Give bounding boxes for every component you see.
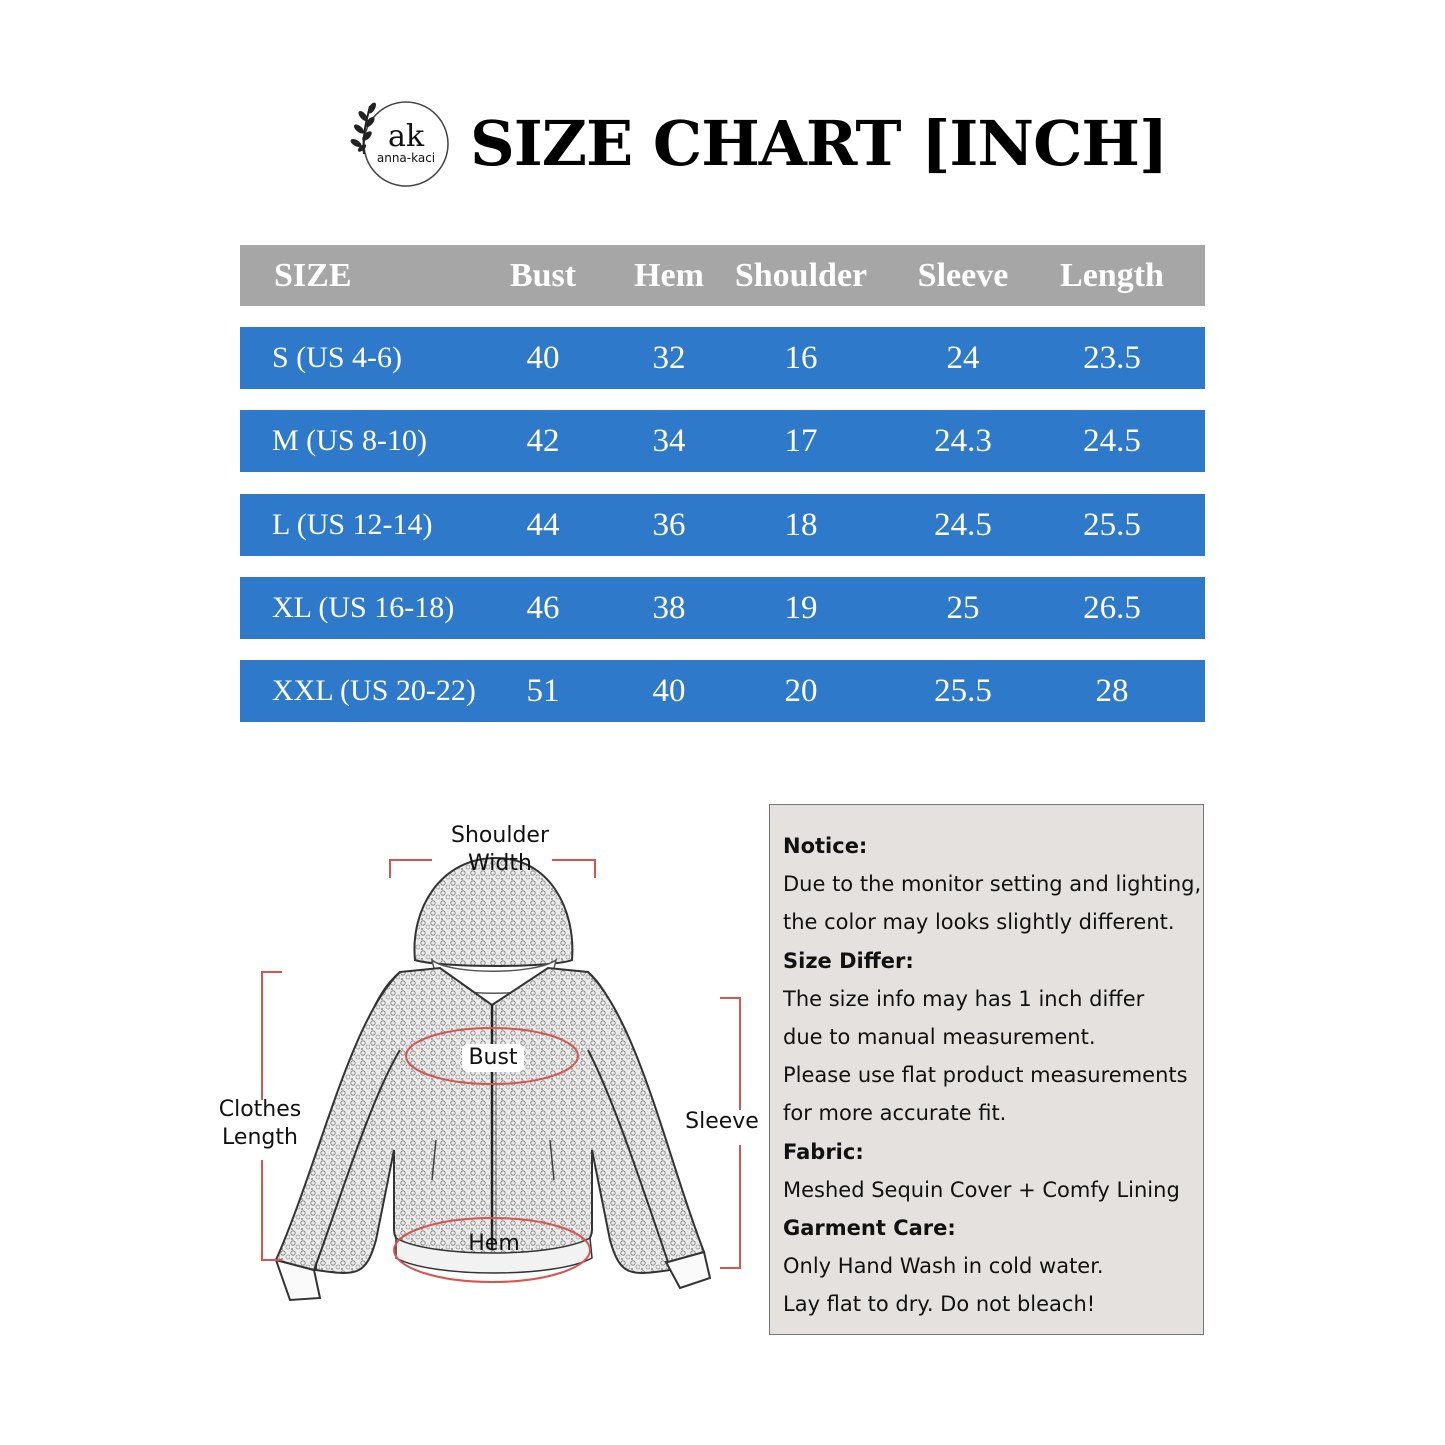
shoulder-width-label: Shoulder Width — [451, 823, 549, 876]
logo-emblem — [348, 98, 450, 190]
bust-cell: 46 — [526, 589, 560, 626]
sleeve-cell: 24 — [946, 339, 980, 376]
shoulder-cell: 16 — [784, 339, 818, 376]
notice-heading: Notice: — [783, 834, 868, 858]
measurement-diagram — [200, 800, 780, 1320]
logo-monogram: ak — [387, 119, 425, 154]
notice-text: the color may looks slightly different. — [783, 910, 1175, 935]
size-differ-text: for more accurate fit. — [783, 1101, 1007, 1126]
logo-wordmark: anna-kaci — [376, 151, 436, 165]
table-header-row — [240, 245, 1205, 306]
column-header-bust: Bust — [509, 256, 577, 294]
fabric-heading: Fabric: — [783, 1139, 864, 1164]
column-header-shoulder: Shoulder — [734, 256, 868, 294]
sleeve-cell: 24.3 — [934, 422, 992, 459]
length-cell: 24.5 — [1083, 422, 1141, 459]
sleeve-label: Sleeve — [685, 1109, 759, 1134]
column-header-size: SIZE — [274, 256, 352, 294]
size-cell: L (US 12-14) — [272, 508, 433, 541]
sleeve-cell: 24.5 — [934, 506, 992, 543]
hem-cell: 38 — [652, 589, 686, 626]
shoulder-cell: 20 — [784, 672, 818, 709]
size-differ-text: due to manual measurement. — [783, 1024, 1096, 1049]
fabric-text: Meshed Sequin Cover + Comfy Lining — [783, 1177, 1180, 1202]
length-cell: 23.5 — [1083, 339, 1141, 376]
hem-cell: 40 — [652, 672, 686, 709]
table-row — [240, 494, 1205, 556]
length-cell: 26.5 — [1083, 589, 1141, 626]
size-cell: XL (US 16-18) — [272, 591, 455, 624]
notice-text: Due to the monitor setting and lighting, — [783, 872, 1202, 897]
bust-cell: 44 — [526, 506, 560, 543]
garment-care-text: Lay flat to dry. Do not bleach! — [783, 1292, 1096, 1317]
shoulder-cell: 18 — [784, 506, 818, 543]
length-cell: 28 — [1095, 672, 1129, 709]
shoulder-cell: 17 — [784, 422, 818, 459]
bust-cell: 42 — [526, 422, 560, 459]
sleeve-cell: 25.5 — [934, 672, 992, 709]
size-cell: XXL (US 20-22) — [272, 674, 476, 707]
brand-logo — [348, 98, 450, 190]
bust-label: Bust — [462, 1044, 524, 1072]
column-header-hem: Hem — [634, 256, 704, 294]
column-header-sleeve: Sleeve — [917, 256, 1009, 294]
table-row — [240, 410, 1205, 472]
table-row — [240, 327, 1205, 389]
garment-care-text: Only Hand Wash in cold water. — [783, 1254, 1104, 1279]
sleeve-cell: 25 — [946, 589, 980, 626]
table-row — [240, 660, 1205, 722]
shoulder-cell: 19 — [784, 589, 818, 626]
size-cell: M (US 8-10) — [272, 424, 427, 457]
clothes-length-label: Clothes Length — [218, 1097, 302, 1150]
bust-cell: 40 — [526, 339, 560, 376]
hem-label: Hem — [468, 1231, 520, 1256]
hem-cell: 36 — [652, 506, 686, 543]
notice-box — [769, 804, 1204, 1335]
size-differ-heading: Size Differ: — [783, 948, 914, 973]
size-differ-text: The size info may has 1 inch differ — [783, 986, 1145, 1011]
page-title: SIZE CHART [INCH] — [470, 107, 1168, 180]
table-row — [240, 577, 1205, 639]
leaf-branch-icon — [349, 101, 377, 154]
length-cell: 25.5 — [1083, 506, 1141, 543]
bust-cell: 51 — [526, 672, 560, 709]
hem-cell: 32 — [652, 339, 686, 376]
hem-cell: 34 — [652, 422, 686, 459]
column-header-length: Length — [1060, 256, 1164, 294]
size-differ-text: Please use flat product measurements — [783, 1063, 1188, 1088]
size-cell: S (US 4-6) — [272, 341, 403, 374]
garment-care-heading: Garment Care: — [783, 1215, 956, 1240]
